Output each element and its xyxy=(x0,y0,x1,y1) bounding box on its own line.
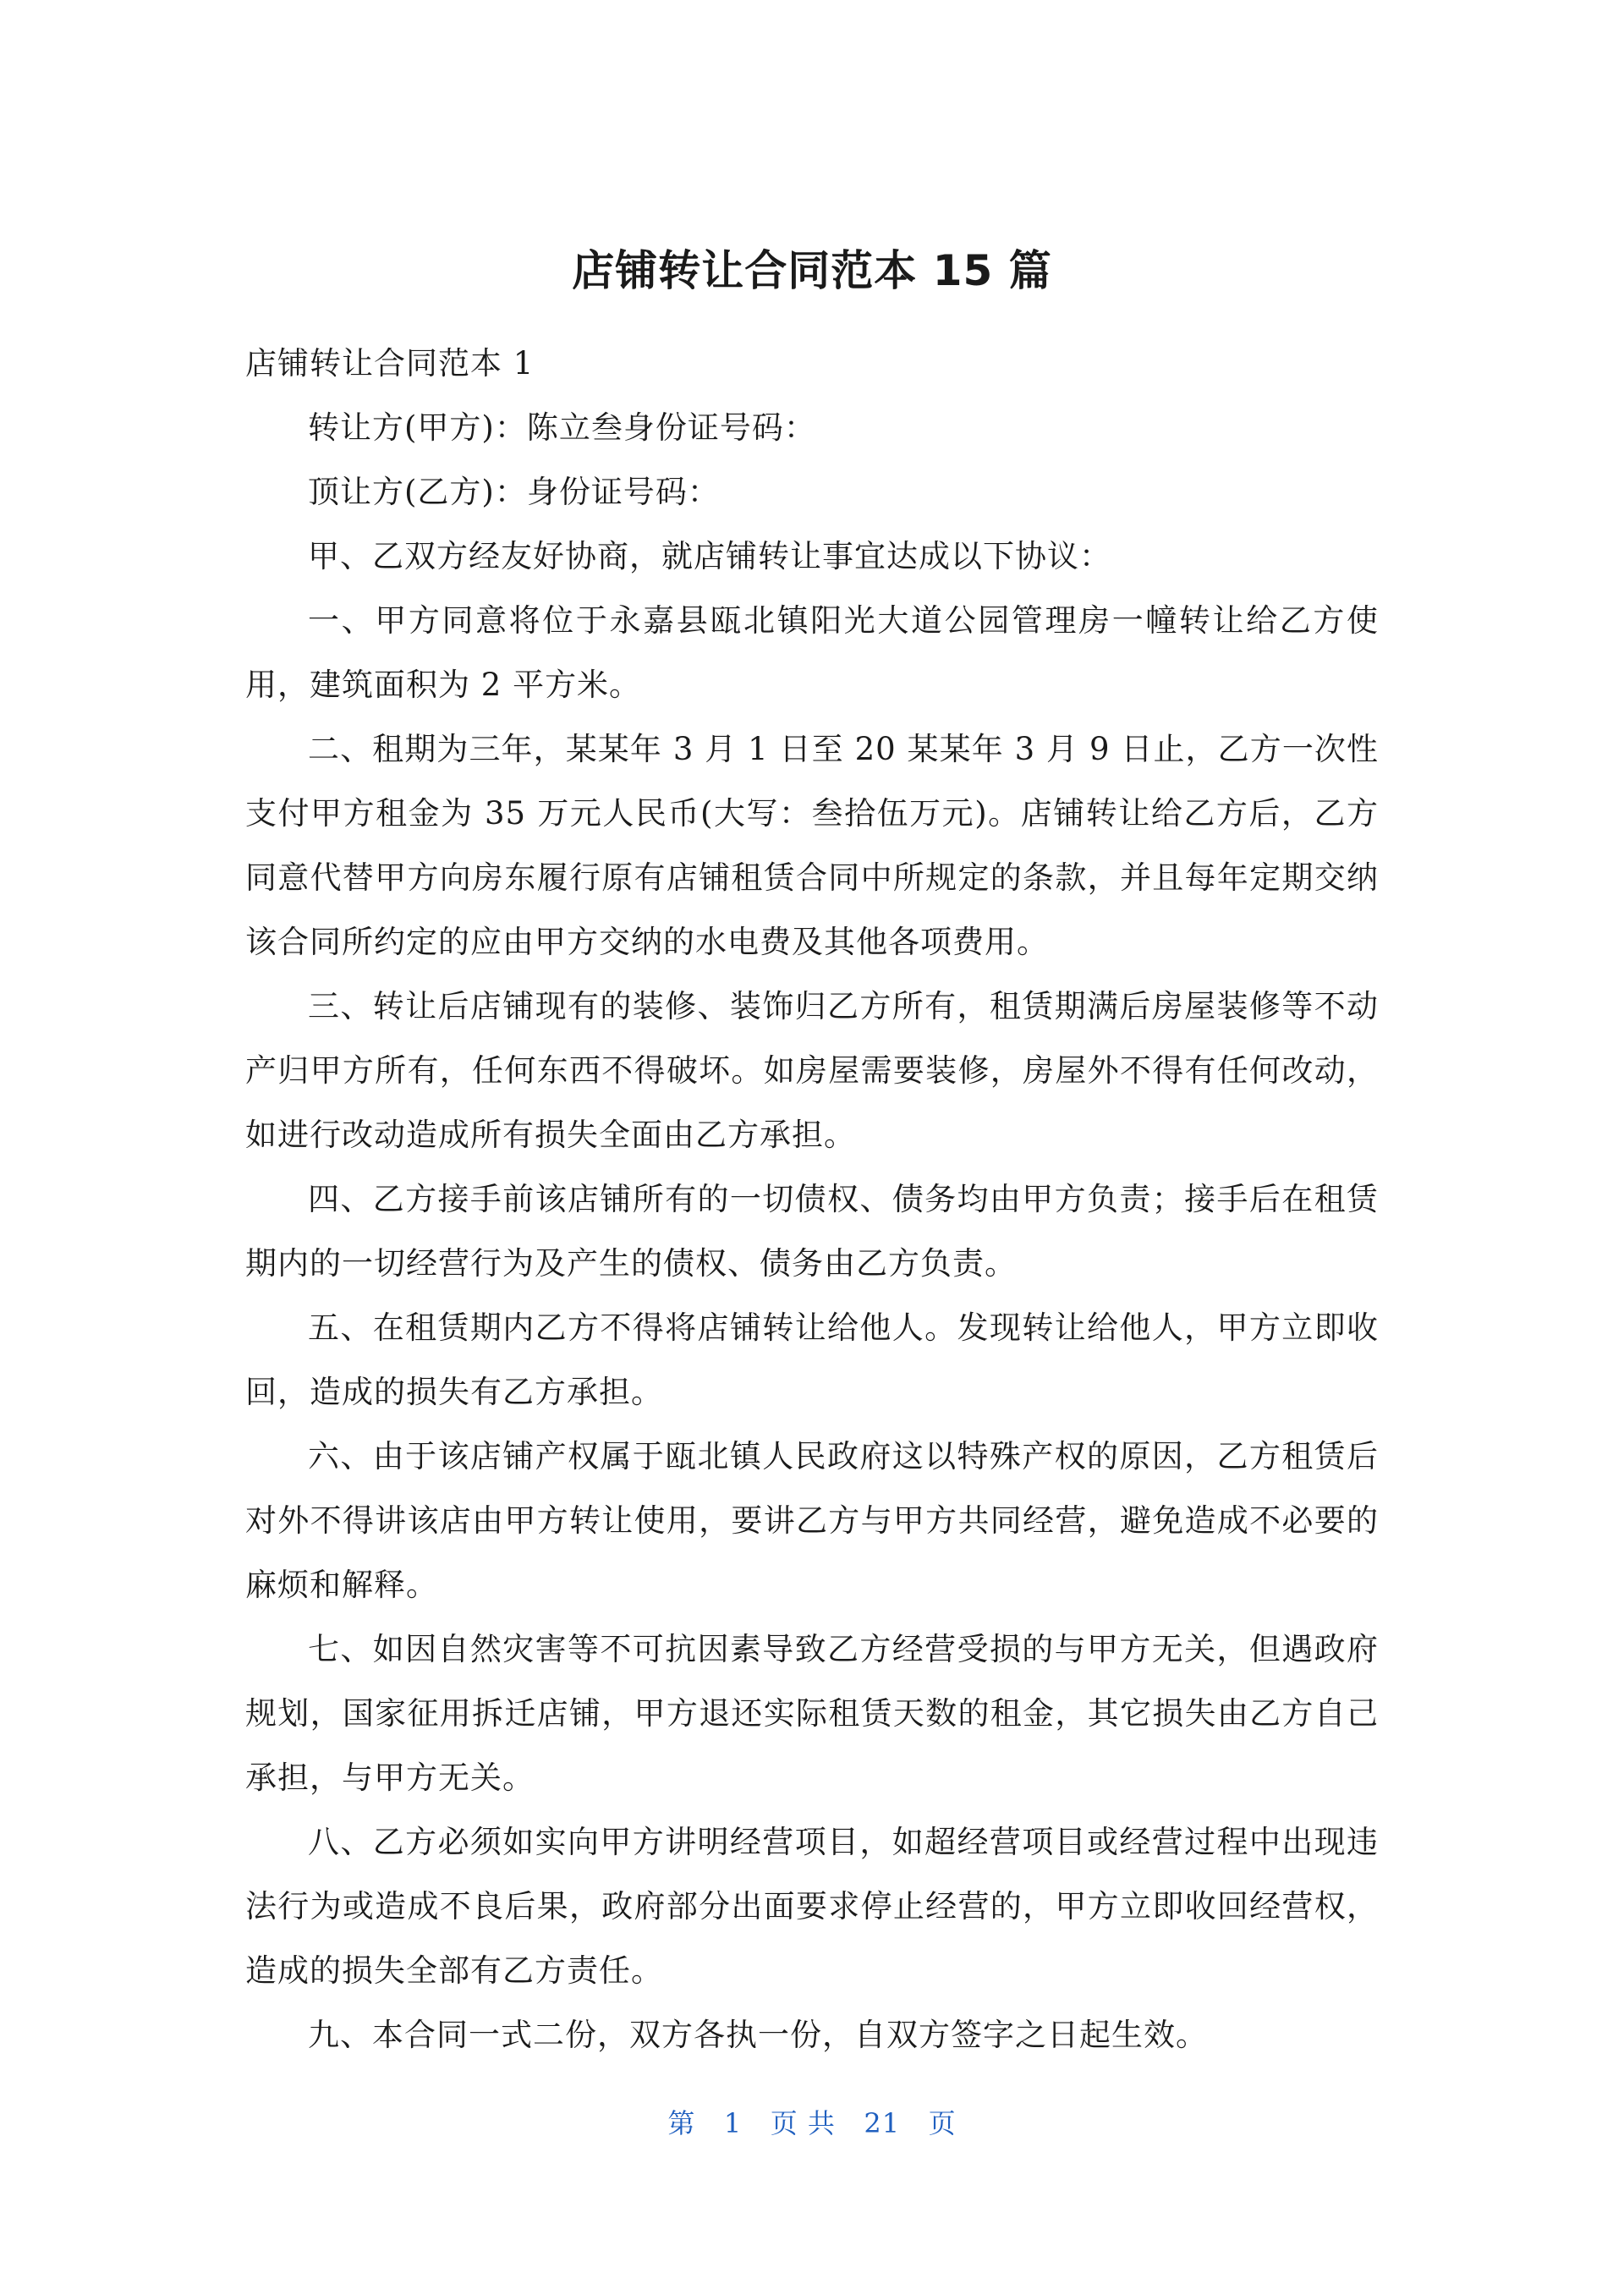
clause-3: 三、转让后店铺现有的装修、装饰归乙方所有，租赁期满后房屋装修等不动产归甲方所有，任何东西不得破坏。如房屋需要装修，房屋外不得有任何改动，如进行改动造成所有损失全面由乙方承担。 xyxy=(245,988,1379,1153)
clause-7: 七、如因自然灾害等不可抗因素导致乙方经营受损的与甲方无关，但遇政府规划，国家征用拆迁店铺，甲方退还实际租赁天数的租金，其它损失由乙方自己承担，与甲方无关。 xyxy=(245,1631,1379,1796)
footer-suffix: 页 xyxy=(928,2107,957,2139)
clause-9: 九、本合同一式二份，双方各执一份，自双方签字之日起生效。 xyxy=(308,2017,1208,2053)
clause-5: 五、在租赁期内乙方不得将店铺转让给他人。发现转让给他人，甲方立即收回，造成的损失有乙方承担。 xyxy=(245,1309,1379,1410)
clause-2: 二、租期为三年，某某年 3 月 1 日至 20 某某年 3 月 9 日止，乙方一次性支付甲方租金为 35 万元人民币(大写：叁拾伍万元)。店铺转让给乙方后，乙方同意代替甲方向房东履行原有店铺租赁合同中所规定的条款，并且每年定期交纳该合同所约定的应由甲方交纳的水电费及其他各项费用。 xyxy=(245,731,1379,960)
document-body xyxy=(245,332,1379,2067)
clause-4: 四、乙方接手前该店铺所有的一切债权、债务均由甲方负责；接手后在租赁期内的一切经营行为及产生的债权、债务由乙方负责。 xyxy=(245,1181,1379,1282)
page-footer xyxy=(0,2106,1624,2140)
footer-total-pages: 21 xyxy=(864,2107,901,2139)
section-heading: 店铺转让合同范本 1 xyxy=(245,345,535,382)
paragraph-transferee: 顶让方(乙方)：身份证号码： xyxy=(308,474,720,510)
footer-page-number: 1 xyxy=(723,2107,743,2139)
document-title: 店铺转让合同范本 15 篇 xyxy=(572,246,1052,295)
clause-6: 六、由于该店铺产权属于瓯北镇人民政府这以特殊产权的原因，乙方租赁后对外不得讲该店由甲方转让使用，要讲乙方与甲方共同经营，避免造成不必要的麻烦和解释。 xyxy=(245,1438,1379,1603)
paragraph-agreement-intro: 甲、乙双方经友好协商，就店铺转让事宜达成以下协议： xyxy=(308,538,1111,574)
footer-prefix: 第 xyxy=(667,2107,696,2139)
clause-1: 一、甲方同意将位于永嘉县瓯北镇阳光大道公园管理房一幢转让给乙方使用，建筑面积为 2 平方米。 xyxy=(245,602,1379,703)
paragraph-transferor: 转让方(甲方)：陈立叁身份证号码： xyxy=(308,409,816,446)
clause-8: 八、乙方必须如实向甲方讲明经营项目，如超经营项目或经营过程中出现违法行为或造成不良后果，政府部分出面要求停止经营的，甲方立即收回经营权，造成的损失全部有乙方责任。 xyxy=(245,1824,1379,1989)
footer-middle: 页 共 xyxy=(770,2107,836,2139)
